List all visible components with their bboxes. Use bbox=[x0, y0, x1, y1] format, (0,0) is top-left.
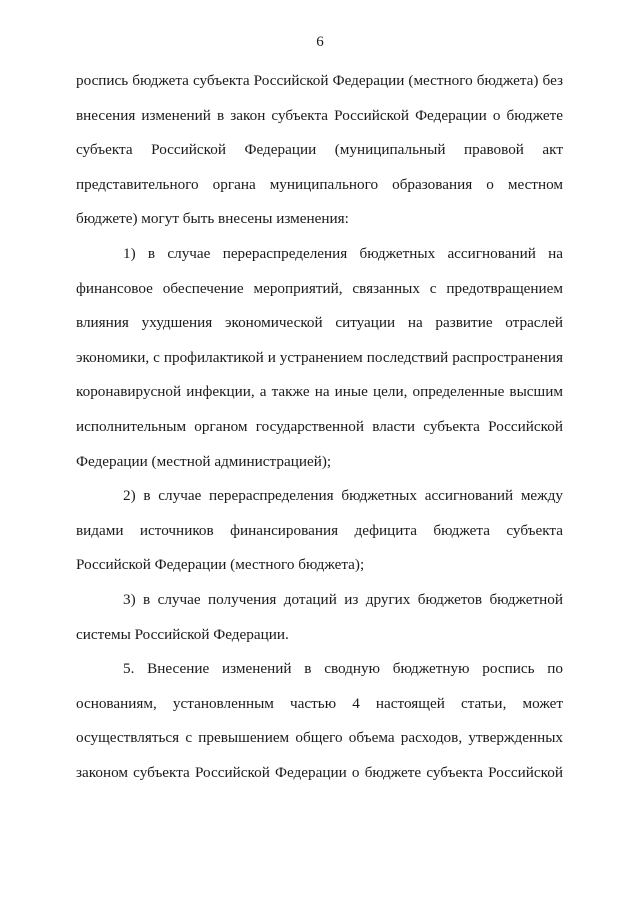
text-line: коронавирусной инфекции, а также на иные цели, определенные высшим bbox=[76, 383, 563, 401]
text-line: Федерации (местной администрацией); bbox=[76, 452, 332, 470]
list-item-2-line: 2) в случае перераспределения бюджетных ассигнований между bbox=[123, 487, 563, 505]
paragraph-5-line: 5. Внесение изменений в сводную бюджетную роспись по bbox=[123, 660, 563, 678]
text-line: бюджете) могут быть внесены изменения: bbox=[76, 210, 349, 228]
text-line: системы Российской Федерации. bbox=[76, 625, 289, 643]
text-line: осуществляться с превышением общего объема расходов, утвержденных bbox=[76, 729, 563, 747]
text-line: законом субъекта Российской Федерации о бюджете субъекта Российской bbox=[76, 763, 563, 781]
text-line: исполнительным органом государственной власти субъекта Российской bbox=[76, 417, 563, 435]
text-line: субъекта Российской Федерации (муниципальный правовой акт bbox=[76, 141, 563, 159]
page-number: 6 bbox=[316, 34, 324, 50]
text-line: Российской Федерации (местного бюджета); bbox=[76, 556, 365, 574]
text-line: влияния ухудшения экономической ситуации на развитие отраслей bbox=[76, 314, 563, 332]
text-line: внесения изменений в закон субъекта Российской Федерации о бюджете bbox=[76, 106, 563, 124]
body-text bbox=[76, 64, 563, 790]
text-line: основаниям, установленным частью 4 настоящей статьи, может bbox=[76, 694, 563, 712]
list-item-1-line: 1) в случае перераспределения бюджетных ассигнований на bbox=[123, 244, 563, 262]
text-line: финансовое обеспечение мероприятий, связанных с предотвращением bbox=[76, 279, 563, 297]
list-item-3-line: 3) в случае получения дотаций из других бюджетов бюджетной bbox=[123, 590, 563, 608]
text-line: представительного органа муниципального образования о местном bbox=[76, 175, 563, 193]
text-line: роспись бюджета субъекта Российской Федерации (местного бюджета) без bbox=[76, 72, 563, 89]
text-line: видами источников финансирования дефицита бюджета субъекта bbox=[76, 521, 563, 539]
text-line: экономики, с профилактикой и устранением последствий распространения bbox=[76, 348, 563, 366]
